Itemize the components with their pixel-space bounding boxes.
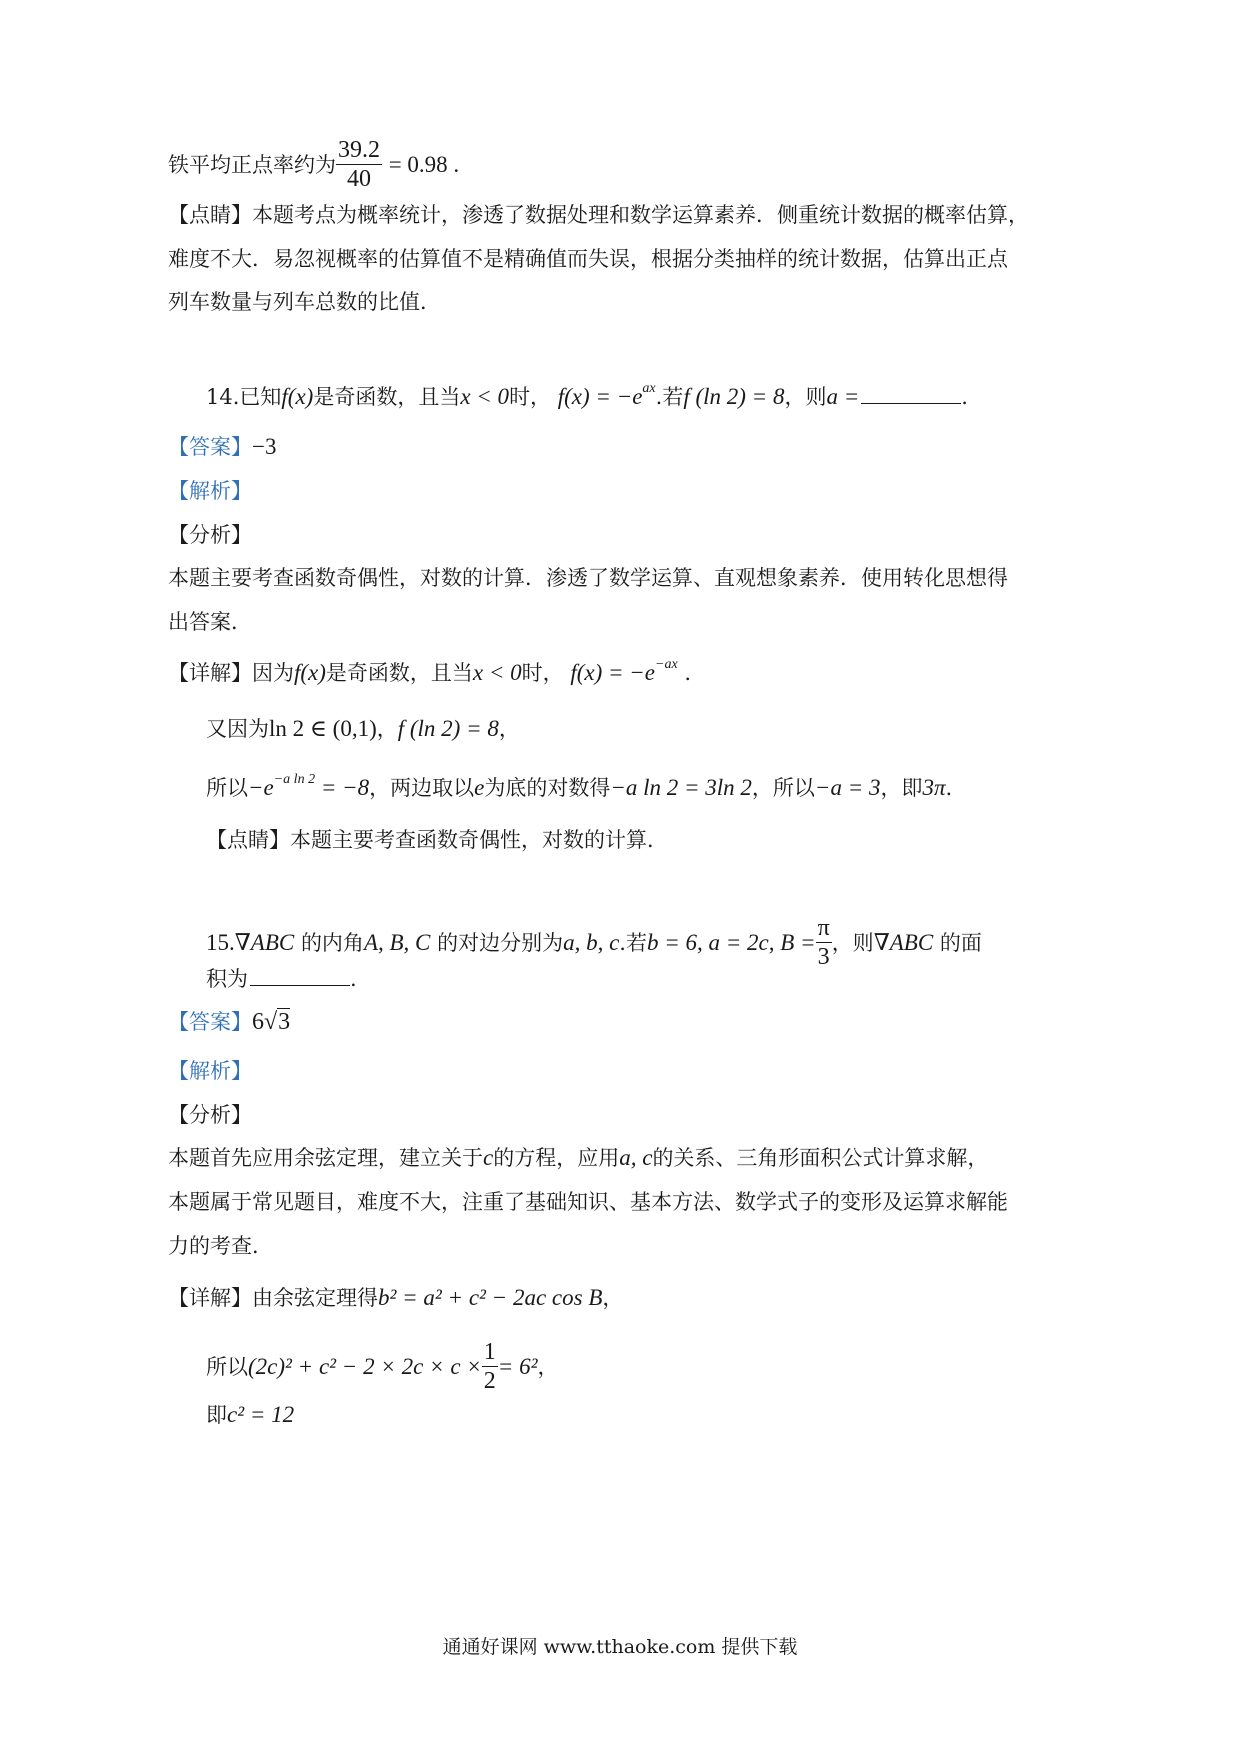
- q14-detail-line-1: 【详解】因为f(x)是奇函数，且当x < 0时， $f(x) = -e^{-ax}$ .: [168, 657, 692, 685]
- pi-over-3-fraction: $\frac{\pi}{3}$: [817, 915, 830, 970]
- q14-fenxi-line-2: 出答案．: [168, 610, 252, 634]
- fraction: $\frac{39.2}{40}$: [338, 137, 380, 192]
- prev-dianjing-line-2: 难度不大．易忽视概率的估算值不是精确值而失误，根据分类抽样的统计数据，估算出正点: [168, 247, 1008, 271]
- page-footer: 通通好课网 www.tthaoke.com 提供下载: [442, 1636, 798, 1658]
- q15-jiexi-label: 【解析】: [168, 1059, 252, 1083]
- q14-fenxi-line-1: 本题主要考查函数奇偶性，对数的计算．渗透了数学运算、直观想象素养．使用转化思想得: [168, 566, 1008, 590]
- answer-blank: [250, 963, 350, 986]
- q15-detail-line-1: 【详解】由余弦定理得b² = a² + c² − 2ac cos B，: [168, 1285, 624, 1310]
- q15-fenxi-label: 【分析】: [168, 1103, 252, 1127]
- q14-fenxi-label: 【分析】: [168, 523, 252, 547]
- answer-sqrt: 6√3: [252, 1009, 291, 1035]
- answer-blank: [861, 381, 961, 404]
- q15-fenxi-line-3: 力的考查．: [168, 1234, 273, 1258]
- q14-detail-line-3: 所以$-e^{-a ln 2} = -8$，两边取以e为底的对数得−a ln 2 = 3ln 2，所以−a = 3，即3π.: [206, 772, 953, 800]
- prev-result-line: 铁平均正点率约为 $\frac{39.2}{40}$ = 0.98 .: [168, 137, 460, 192]
- q15-stem: 15.∇ABC 的内角A, B, C 的对边分别为a, b, c.若b = 6, a = 2c, B = $\frac{\pi}{3}$ ，则∇ABC 的面: [206, 915, 982, 970]
- q15-fenxi-line-1: 本题首先应用余弦定理，建立关于c的方程，应用a, c的关系、三角形面积公式计算求解，: [168, 1145, 989, 1170]
- q14-answer: 【答案】−3: [168, 434, 277, 459]
- q14-dianjing: 【点睛】本题主要考查函数奇偶性，对数的计算．: [206, 828, 668, 852]
- q15-stem-line-2: 积为 .: [206, 963, 357, 994]
- prev-dianjing-line-3: 列车数量与列车总数的比值．: [168, 290, 441, 314]
- q14-detail-line-2: 又因为ln 2 ∈ (0,1)，f (ln 2) = 8，: [206, 716, 520, 741]
- q14-jiexi-label: 【解析】: [168, 479, 252, 503]
- q15-answer: 【答案】6√3: [168, 1009, 291, 1035]
- one-half-fraction: $\frac{1}{2}$: [483, 1339, 496, 1394]
- q14-stem: 14.已知f(x)是奇函数，且当x < 0时， $f(x) = -e^{ax}$.若f (ln 2) = 8，则a = .: [206, 381, 968, 409]
- q15-fenxi-line-2: 本题属于常见题目，难度不大，注重了基础知识、基本方法、数学式子的变形及运算求解能: [168, 1190, 1008, 1214]
- prev-dianjing-line-1: 【点睛】本题考点为概率统计，渗透了数据处理和数学运算素养．侧重统计数据的概率估算，: [168, 203, 1029, 227]
- q15-detail-line-3: 即c² = 12: [206, 1402, 295, 1427]
- q15-detail-line-2: 所以(2c)² + c² − 2 × 2c × c × $\frac{1}{2}$ = 6²，: [206, 1339, 559, 1394]
